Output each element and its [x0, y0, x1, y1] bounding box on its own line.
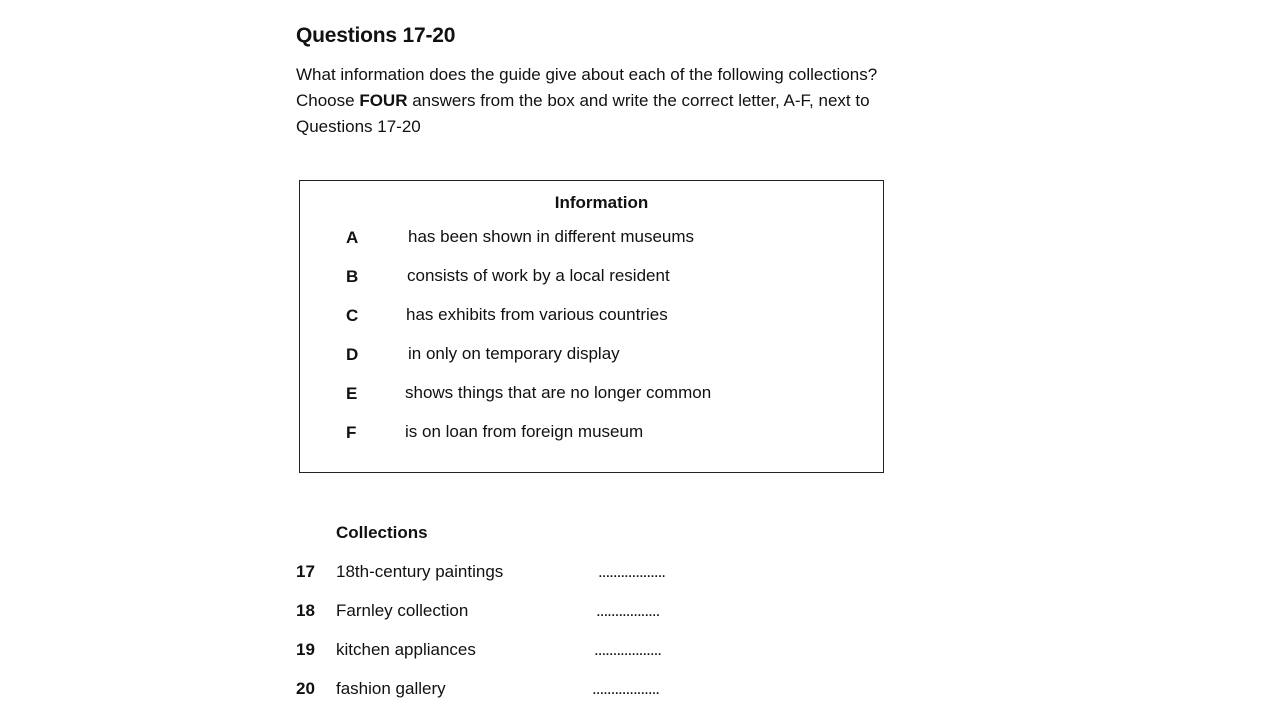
question-number: 17 — [296, 562, 315, 581]
option-text: in only on temporary display — [408, 344, 620, 363]
question-number: 19 — [296, 640, 315, 659]
question-text: fashion gallery — [336, 679, 446, 698]
instruction-line-1: What information does the guide give about each of the following collections? — [296, 65, 878, 84]
option-letter: B — [346, 267, 359, 286]
question-number: 18 — [296, 601, 315, 620]
answer-blank[interactable]: ................. — [596, 601, 660, 620]
option-text: has been shown in different museums — [408, 227, 695, 246]
option-letter: D — [346, 345, 359, 364]
questions-heading: Questions 17-20 — [296, 24, 456, 47]
instruction-line-2-suffix: answers from the box and write the correct letter, A-F, next to — [407, 91, 870, 110]
question-text: 18th-century paintings — [336, 562, 504, 581]
information-box-title: Information — [554, 193, 649, 212]
instruction-line-3: Questions 17-20 — [296, 117, 421, 136]
option-text: consists of work by a local resident — [407, 266, 670, 285]
option-letter: A — [346, 228, 359, 247]
option-text: is on loan from foreign museum — [405, 422, 644, 441]
instruction-line-2-prefix: Choose — [296, 91, 360, 110]
option-letter: E — [346, 384, 358, 403]
question-number: 20 — [296, 679, 315, 698]
option-text: has exhibits from various countries — [406, 305, 668, 324]
question-text: Farnley collection — [336, 601, 469, 620]
answer-blank[interactable]: .................. — [594, 640, 662, 659]
instruction-emphasis: FOUR — [359, 91, 408, 110]
collections-title: Collections — [336, 523, 428, 542]
answer-blank[interactable]: .................. — [592, 679, 660, 698]
option-letter: F — [346, 423, 357, 442]
information-box — [299, 180, 884, 473]
option-letter: C — [346, 306, 359, 325]
answer-blank[interactable]: .................. — [598, 562, 666, 581]
option-text: shows things that are no longer common — [405, 383, 712, 402]
question-text: kitchen appliances — [336, 640, 476, 659]
instruction-line-2 — [296, 90, 870, 112]
